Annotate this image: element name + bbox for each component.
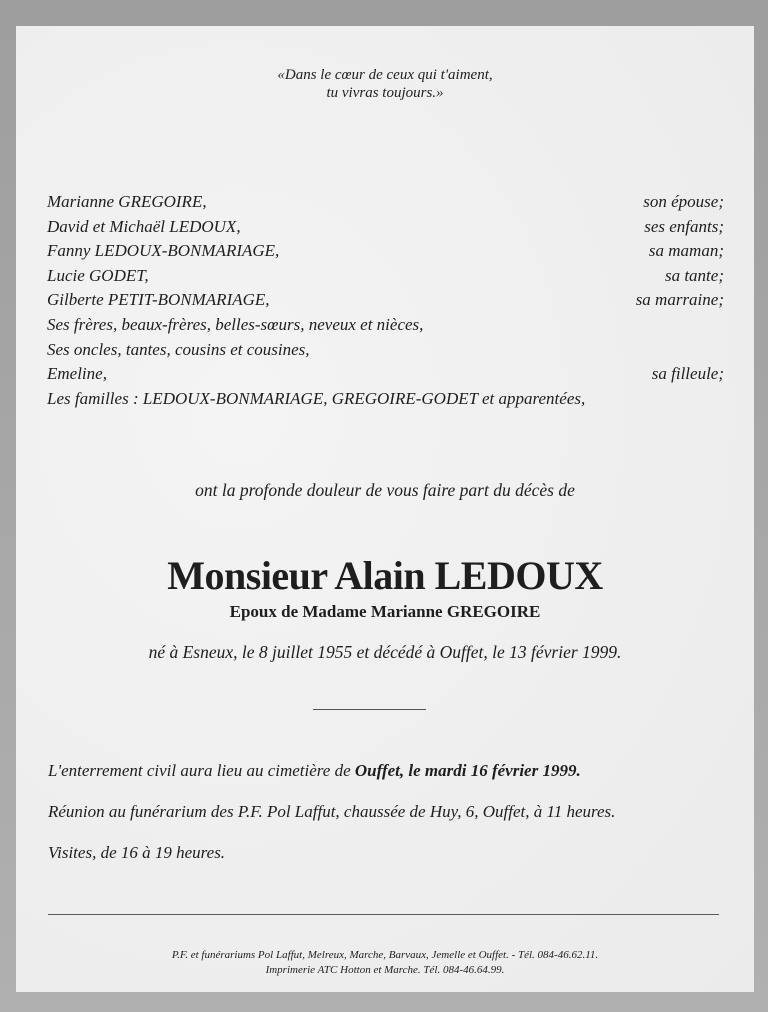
epigraph-line-2: tu vivras toujours.» (326, 85, 444, 101)
short-divider (313, 709, 426, 710)
family-member-name: Marianne GREGOIRE, (47, 192, 207, 211)
family-row (47, 338, 724, 363)
family-row (47, 313, 724, 338)
family-row (47, 190, 724, 215)
epigraph (16, 66, 754, 102)
family-member-name: Les familles : LEDOUX-BONMARIAGE, GREGOIRE-GODET et apparentées, (47, 388, 586, 408)
family-row (47, 215, 724, 240)
footer (16, 948, 754, 978)
announcement: ont la profonde douleur de vous faire part du décès de (195, 480, 575, 500)
family-relation: sa maman; (648, 241, 724, 261)
family-member-name: Gilberte PETIT-BONMARIAGE, (47, 290, 270, 310)
family-row (47, 239, 724, 264)
burial-place-date: Ouffet, le mardi 16 février 1999. (354, 761, 581, 780)
family-member-name: David et Michaël LEDOUX, (47, 216, 241, 236)
burial-info (48, 761, 581, 781)
family-list (47, 190, 724, 411)
spouse-line: Epoux de Madame Marianne GREGOIRE (229, 602, 541, 621)
family-row (47, 288, 724, 313)
family-relation: sa filleule; (651, 364, 724, 384)
family-member-name: Fanny LEDOUX-BONMARIAGE, (47, 241, 280, 261)
family-relation: ses enfants; (644, 216, 724, 236)
deceased-name: Monsieur Alain LEDOUX (167, 553, 603, 598)
visits-info: Visites, de 16 à 19 heures. (48, 843, 226, 862)
footer-divider (48, 914, 719, 915)
footer-printer: Imprimerie ATC Hotton et Marche. Tél. 084-46.64.99. (265, 964, 505, 976)
family-member-name: Ses oncles, tantes, cousins et cousines, (47, 339, 310, 359)
obituary-card (16, 26, 754, 992)
epigraph-line-1: «Dans le cœur de ceux qui t'aiment, (277, 67, 493, 83)
birth-death-dates: né à Esneux, le 8 juillet 1955 et décédé à Ouffet, le 13 février 1999. (148, 642, 622, 662)
family-relation: sa tante; (664, 265, 724, 285)
family-member-name: Emeline, (47, 364, 107, 384)
family-row (47, 387, 724, 412)
footer-funeral-home: P.F. et funérariums Pol Laffut, Melreux, Marche, Barvaux, Jemelle et Ouffet. - Tél. 084-46.62.11. (171, 949, 599, 961)
gathering-info: Réunion au funérarium des P.F. Pol Laffut, chaussée de Huy, 6, Ouffet, à 11 heures. (48, 802, 616, 821)
family-member-name: Lucie GODET, (47, 265, 149, 285)
burial-info-text: L'enterrement civil aura lieu au cimetière de (48, 761, 355, 780)
family-relation: sa marraine; (635, 290, 724, 310)
family-member-name: Ses frères, beaux-frères, belles-sœurs, neveux et nièces, (47, 314, 424, 334)
family-row (47, 264, 724, 289)
family-row (47, 362, 724, 387)
family-relation: son épouse; (643, 192, 724, 211)
